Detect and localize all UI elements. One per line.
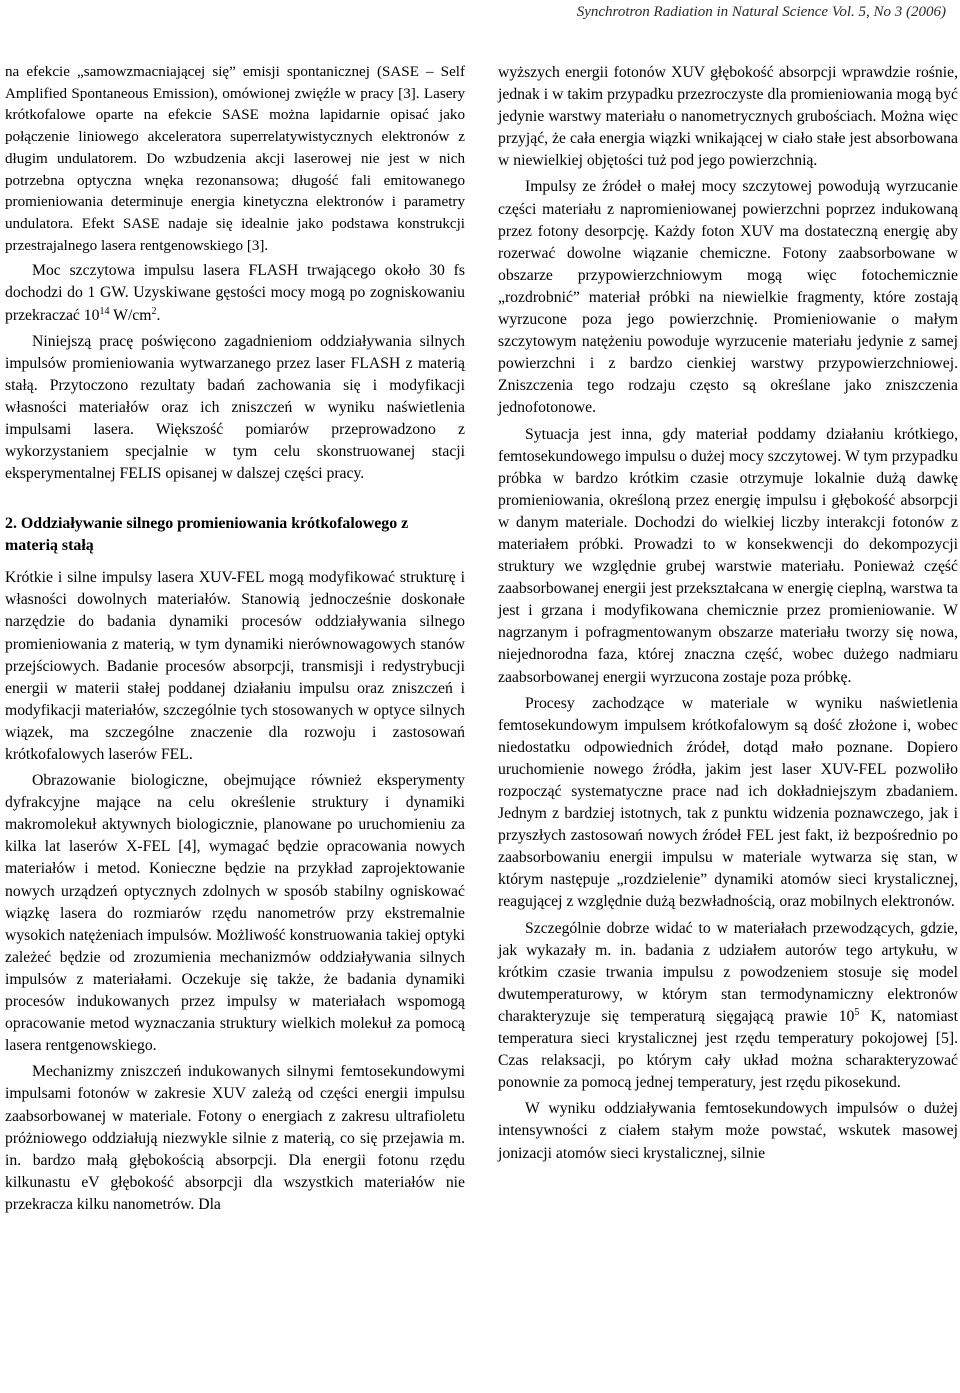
paragraph-text: K, natomiast temperatura sieci krystalicznej jest rzędu temperatury pokojowej [5]. Czas relaksacji, po którym cały układ można scharakteryzować ponownie za pomocą jednej temperatury, jest rzędu pikosekund. [498,1007,959,1092]
paragraph: W wyniku oddziaływania femtosekundowych impulsów o dużej intensywności z ciałem stałym może powstać, wskutek masowej jonizacji atomów sieci krystalicznej, silnie [498,1100,958,1162]
unit-text: W/cm [109,306,152,324]
section-heading: 2. Oddziaływanie silnego promieniowania krótkofalowego z materią stałą [5,515,409,555]
paragraph [5,260,465,326]
paragraph: Impulsy ze źródeł o małej mocy szczytowej powodują wyrzucanie części materiału z napromieniowanej powierzchni poprzez indukowaną przez fotony desorpcję. Każdy foton XUV ma dostateczną energię aby rozerwać dowolne wiązanie chemiczne. Fotony zaabsorbowane w obszarze przypowierzchniowym mogą więc fotochemicznie „rozdrobnić” materiał próbki na niewielkie fragmenty, które zostają wyrzucone poza jego powierzchnię. Promieniowanie o małym szczytowym natężeniu powoduje wyrzucenie materiału jedynie z samej powierzchni i z bardzo cienkiej warstwy przypowierzchniowej. Zniszczenia tego rodzaju często są określane jako zniszczenia jednofotonowe. [498,178,958,417]
superscript: 2 [151,305,157,317]
paragraph: Procesy zachodzące w materiale w wyniku naświetlenia femtosekundowym impulsem krótkofalowym są dość złożone i, wobec niedostatku odpowiednich źródeł, dotąd mało poznane. Dopiero uruchomienie nowego źródła, jakim jest laser XUV-FEL pozwoliło rozpocząć systematyczne prace nad ich dokładniejszym zbadaniem. Jednym z bardziej istotnych, tak z punktu widzenia poznawczego, jak i przyszłych zastosowań nowych źródeł FEL jest fakt, iż bezpośrednio po zaabsorbowaniu energii impulsu w materiale wytwarza się stan, w którym następuje „rozdzielenie” dynamiki atomów sieci krystalicznej, reagującej z względnie dużą bezwładnością, oraz mobilnych elektronów. [498,694,958,911]
paragraph-end: . [156,306,161,324]
left-column [5,62,465,1216]
paragraph: Niniejszą pracę poświęcono zagadnieniom oddziaływania silnych impulsów promieniowania wytwarzanego przez laser FLASH z materią stałą. Przytoczono rezultaty badań zachowania się i modyfikacji własności materiałów oraz ich zniszczeń w wyniku naświetlenia impulsami lasera. Większość pomiarów przeprowadzono z wykorzystaniem specjalnie w tym celu skonstruowanej stacji eksperymentalnej FELIS opisanej w dalszej części pracy. [5,332,465,483]
paragraph [498,918,958,1095]
right-column [498,62,958,1165]
superscript: 5 [854,1006,860,1018]
superscript: 14 [99,305,110,317]
paragraph-text: Moc szczytowa impulsu lasera FLASH trwającego około 30 fs dochodzi do 1 GW. Uzyskiwane gęstości mocy mogą po zogniskowaniu przekraczać 10 [5,262,465,324]
paragraph: Sytuacja jest inna, gdy materiał poddamy działaniu krótkiego, femtosekundowego impulsu o dużej mocy szczytowej. W tym przypadku próbka w bardzo krótkim czasie otrzymuje lokalnie dużą dawkę promieniowania, określoną przez energię impulsu i głębokość absorpcji w danym materiale. Dochodzi do wielkiej liczby interakcji fotonów z materiałem próbki. Prowadzi to w konsekwencji do dekompozycji struktury we względnie grubej warstwie materiału. Ponieważ część zaabsorbowanej energii jest przekształcana w energię cieplną, warstwa ta jest i grzana i modyfikowana chemicznie przez promieniowanie. W nagrzanym i pofragmentowanym obszarze materiału tworzy się nowa, niejednorodna faza, której znaczna część, wobec dużego nadmiaru zaabsorbowanej energii wyrzucona zostaje poza próbkę. [498,425,958,686]
paragraph: Krótkie i silne impulsy lasera XUV-FEL mogą modyfikować strukturę i własności dowolnych materiałów. Stanowią jednocześnie doskonałe narzędzie do badania dynamiki procesów oddziaływania silnego promieniowania z materią, w tym dynamiki nierównowagowych stanów przejściowych. Badanie procesów absorpcji, transmisji i redystrybucji energii w materii stałej poddanej działaniu impulsu oraz zniszczeń i modyfikacji materiałów, szczególnie tych stosowanych w optyce silnych wiązek, ma szczególne znaczenie dla rozwoju i zastosowań krótkofalowych laserów FEL. [5,569,465,764]
paragraph: Mechanizmy zniszczeń indukowanych silnymi femtosekundowymi impulsami fotonów w zakresie XUV zależą od części energii impulsu zaabsorbowanej w materiale. Fotony o energiach z zakresu ultrafioletu próżniowego oddziałują niezwykle silnie z materią, co się przejawia m. in. bardzo małą głębokością absorpcji. Dla energii fotonu rzędu kilkunastu eV głębokość absorpcji dla wszystkich materiałów nie przekracza kilku nanometrów. Dla [5,1063,465,1213]
journal-header: Synchrotron Radiation in Natural Science Vol. 5, No 3 (2006) [576,4,946,20]
paragraph: na efekcie „samowzmacniającej się” emisji spontanicznej (SASE – Self Amplified Spontaneous Emission), omówionej zwięźle w pracy [3]. Lasery krótkofalowe oparte na efekcie SASE można lapidarnie opisać jako połączenie liniowego akceleratora superrelatywistycznych elektronów z długim undulatorem. Do wzbudzenia akcji laserowej nie jest w nich potrzebna optyczna wnęka rezonansowa; długość fali emitowanego promieniowania determinuje energia kinetyczna elektronów i parametry undulatora. Efekt SASE nadaje się idealnie jako podstawa konstrukcji przestrajalnego lasera rentgenowskiego [3]. [5,64,465,254]
paragraph: wyższych energii fotonów XUV głębokość absorpcji wprawdzie rośnie, jednak i w takim przypadku przezroczyste dla promieniowania mogą być jedynie warstwy materiału o nanometrycznych grubościach. Można więc przyjąć, że cała energia wiązki wnikającej w ciało stałe jest absorbowana w niewielkiej objętości tuż pod jego powierzchnią. [498,64,958,170]
paragraph: Obrazowanie biologiczne, obejmujące również eksperymenty dyfrakcyjne mające na celu określenie struktury i dynamiki makromolekuł aktywnych biologicznie, planowane po uruchomieniu za kilka lat laserów X-FEL [4], wymagać będzie opracowania nowych materiałów i metod. Konieczne będzie na przykład zaprojektowanie nowych urządzeń optycznych zdolnych w sposób stabilny ogniskować wiązkę lasera do rozmiarów rzędu nanometrów przy ekstremalnie wysokich natężeniach impulsów. Możliwość konstruowania takiej optyki zależeć będzie od zrozumienia mechanizmów oddziaływania silnych impulsów z materiałami. Oczekuje się także, że badania dynamiki procesów indukowanych przez impulsy w materiałach wspomogą opracowanie metod wyznaczania struktury wielkich molekuł za pomocą lasera rentgenowskiego. [5,772,465,1055]
paragraph-text: Szczególnie dobrze widać to w materiałach przewodzących, gdzie, jak wykazały m. in. badania z udziałem autorów tego artykułu, w krótkim czasie trwania impulsu z powodzeniem stosuje się model dwutemperaturowy, w którym stan termodynamiczny elektronów charakteryzuje się temperaturą sięgającą prawie 10 [498,919,958,1025]
